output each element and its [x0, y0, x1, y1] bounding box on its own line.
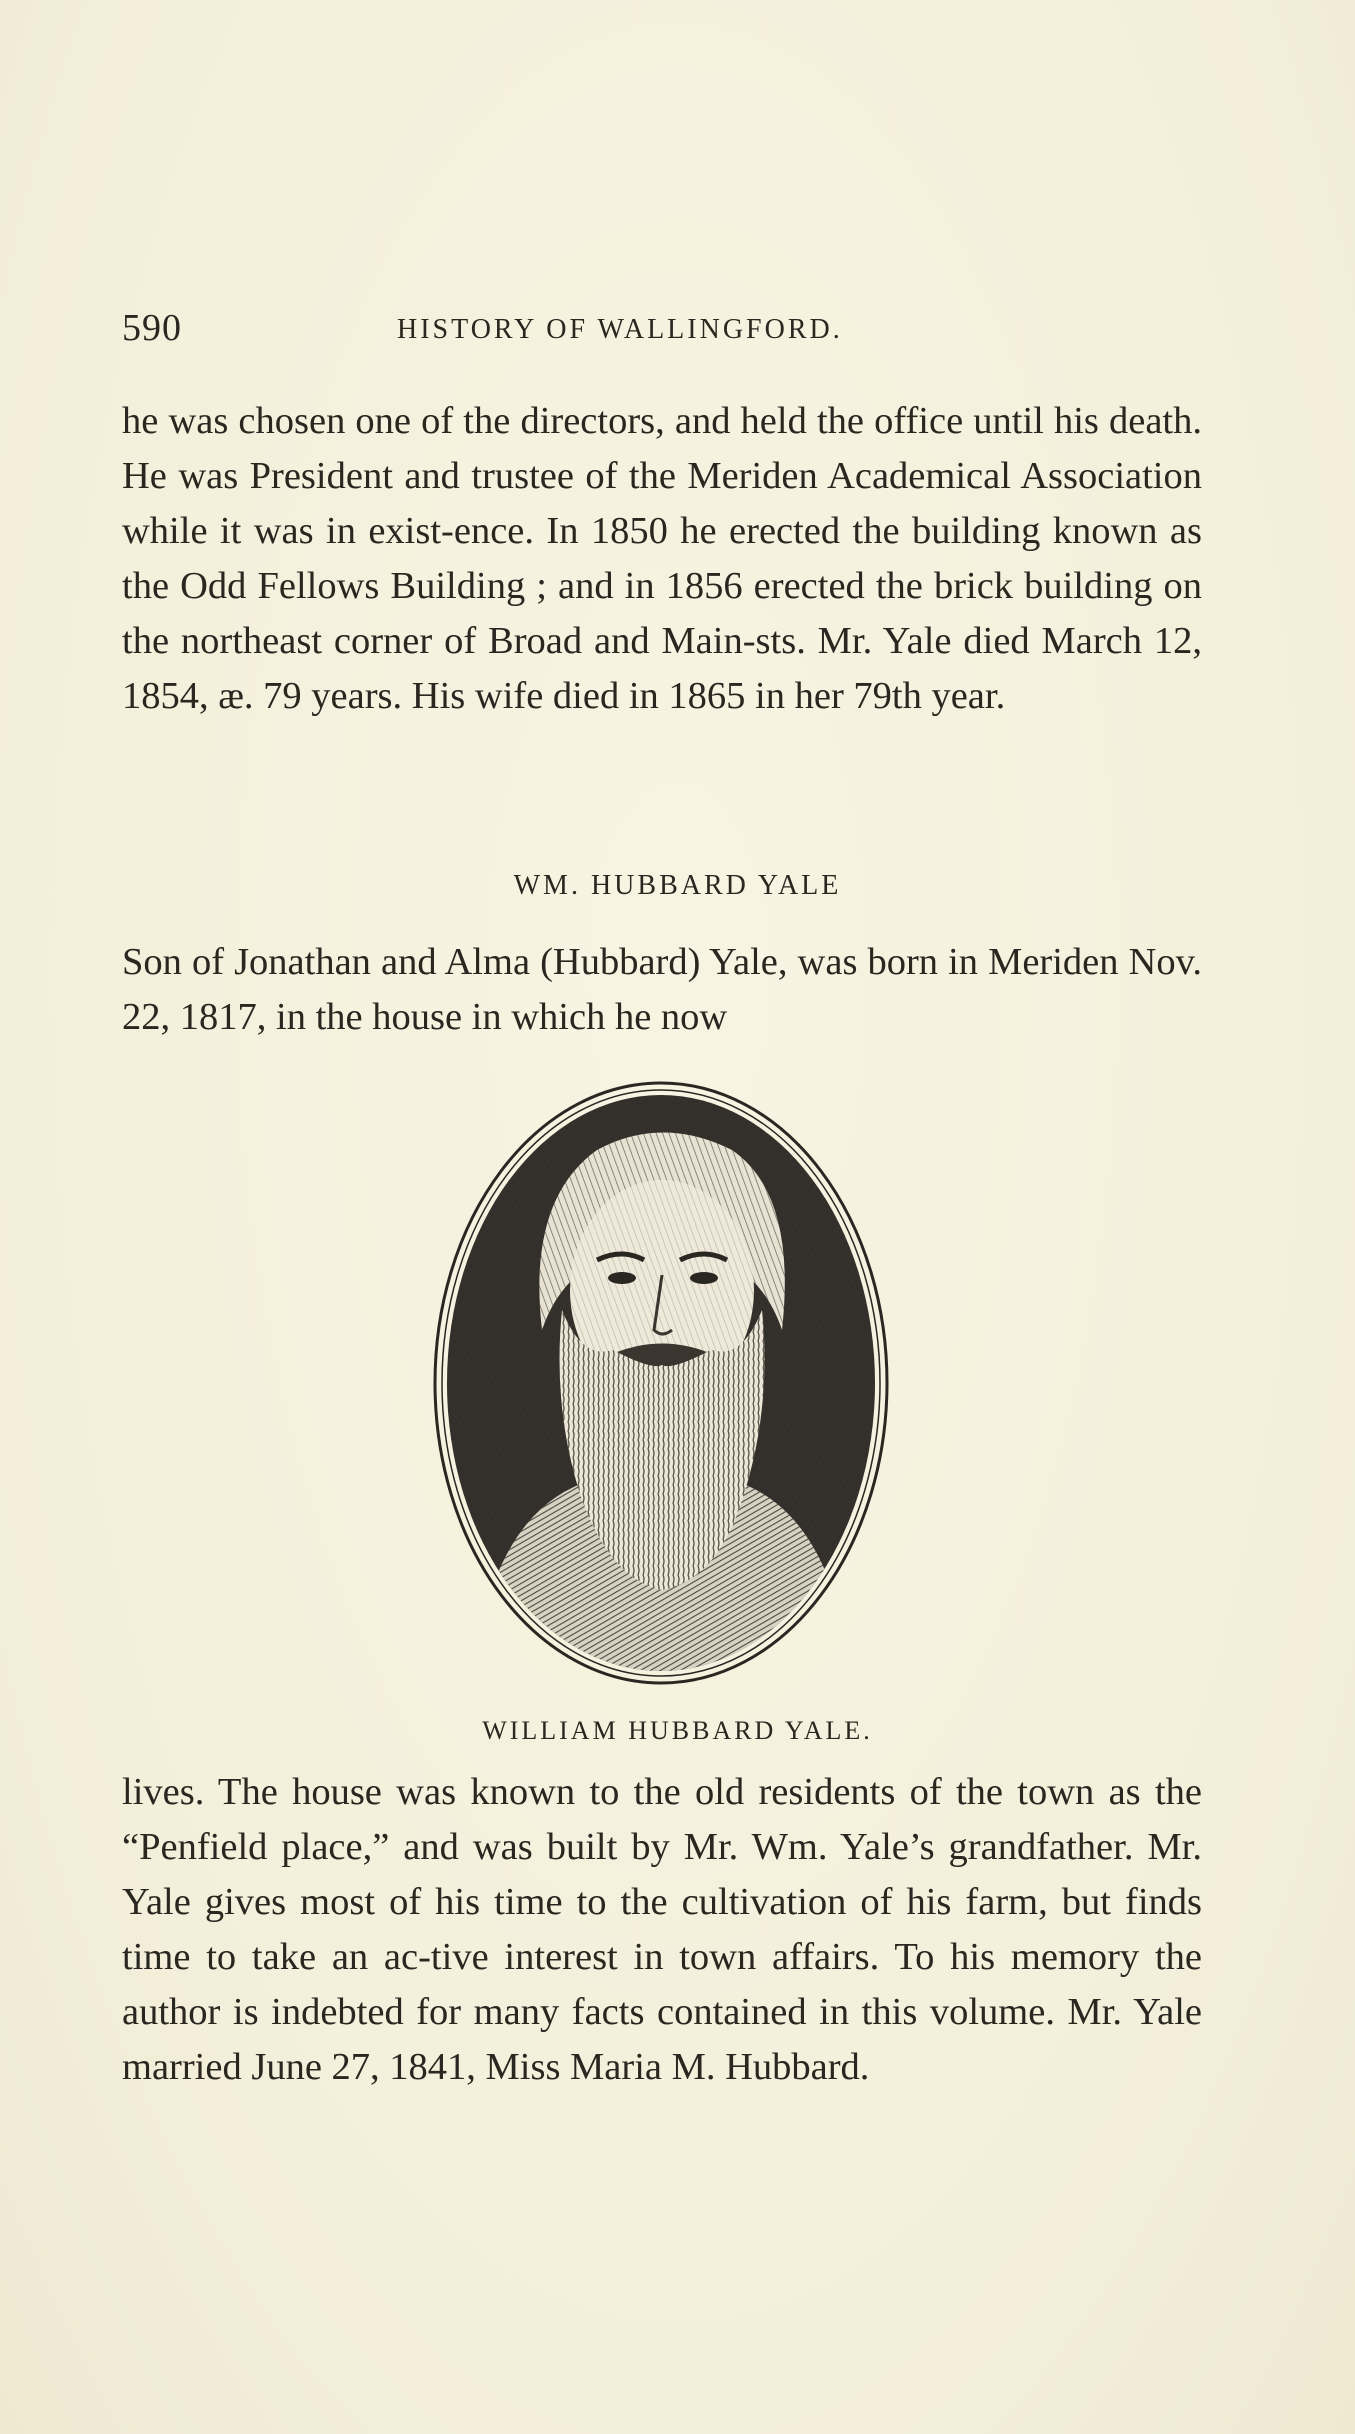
paragraph-3: lives. The house was known to the old residents of the town as the “Penfield place,” and was built by Mr. Wm. Yale’s grandfather. Mr. Yale gives most of his time to the cultivation of his farm, but finds time to take an ac-tive interest in town affairs. To his memory the author is indebted for many facts contained in this volume. Mr. Yale married June 27, 1841, Miss Maria M. Hubbard. — [122, 1771, 1202, 2088]
page-number: 590 — [122, 307, 182, 349]
portrait-engraving — [432, 1080, 890, 1686]
portrait-image — [432, 1080, 890, 1686]
section-heading: WM. HUBBARD YALE — [513, 870, 842, 901]
figure-caption: WILLIAM HUBBARD YALE. — [482, 1716, 873, 1745]
paragraph-2: Son of Jonathan and Alma (Hubbard) Yale, was born in Meriden Nov. 22, 1817, in the house in which he now — [122, 941, 1202, 1038]
paragraph-1: he was chosen one of the directors, and held the office until his death. He was President and trustee of the Meriden Academical Association while it was in exist-ence. In 1850 he erected the building known as the Odd Fellows Building ; and in 1856 erected the brick building on the northeast corner of Broad and Main-sts. Mr. Yale died March 12, 1854, æ. 79 years. His wife died in 1865 in her 79th year. — [122, 400, 1202, 717]
running-title: HISTORY OF WALLINGFORD. — [397, 314, 843, 345]
running-head — [122, 306, 1202, 356]
